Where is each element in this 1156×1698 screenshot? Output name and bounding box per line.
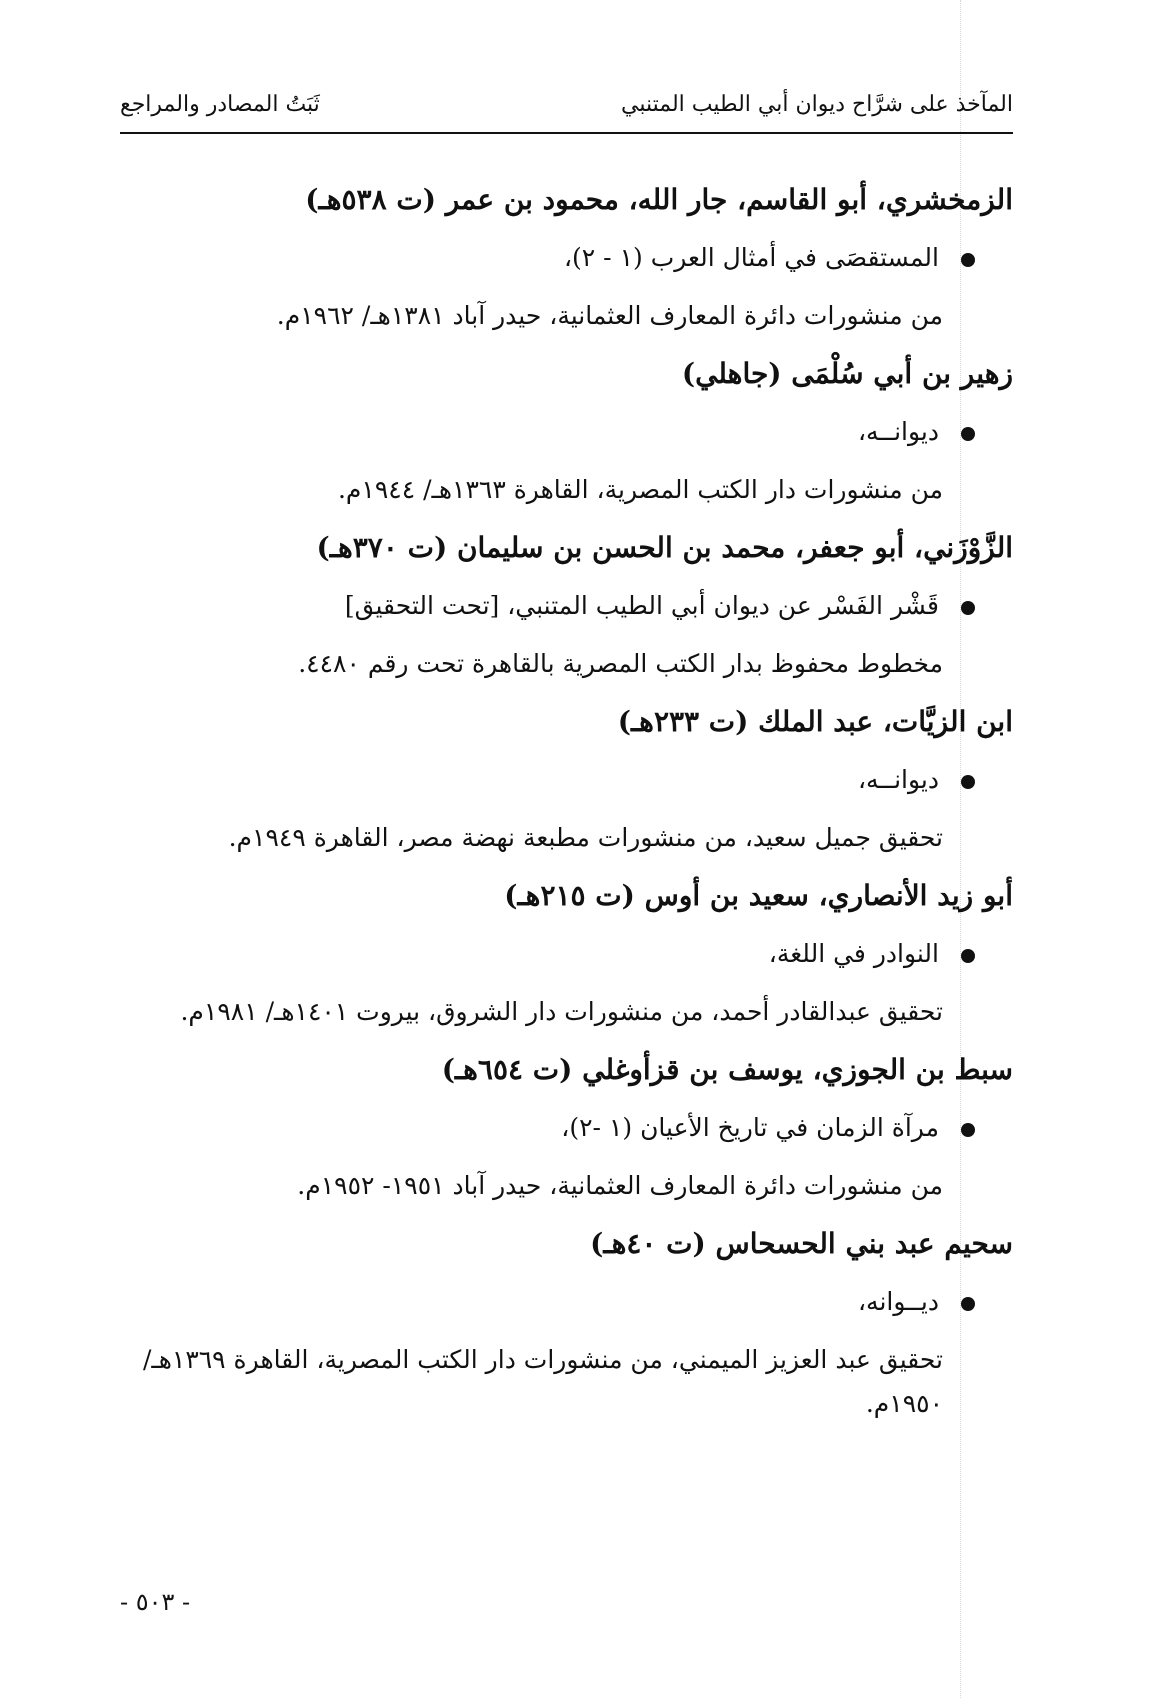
entry-author: الزمخشري، أبو القاسم، جار الله، محمود بن عمر (ت ٥٣٨هـ) xyxy=(305,183,1013,216)
entry-book-title: قَشْر الفَسْر عن ديوان أبي الطيب المتنبي، [تحت التحقيق] xyxy=(344,591,939,620)
entry-publication: تحقيق جميل سعيد، من منشورات مطبعة نهضة مصر، القاهرة ١٩٤٩م. xyxy=(228,823,943,852)
entry-author: ابن الزيَّات، عبد الملك (ت ٢٣٣هـ) xyxy=(617,705,1013,738)
entry-publication: من منشورات دائرة المعارف العثمانية، حيدر آباد ١٩٥١- ١٩٥٢م. xyxy=(297,1171,943,1200)
entry-book xyxy=(113,412,1013,452)
entry-book-title: ديــوانه، xyxy=(857,1287,939,1316)
bullet-icon xyxy=(961,949,975,963)
entry-book-title: ديوانــه، xyxy=(857,765,939,794)
entry-book xyxy=(113,934,1013,974)
bibliography-entry xyxy=(113,1222,1013,1426)
bibliography-entry xyxy=(113,700,1013,860)
entry-book xyxy=(113,1282,1013,1322)
page-number: - ٥٠٣ - xyxy=(120,1588,191,1616)
entry-publication: تحقيق عبد العزيز الميمني، من منشورات دار الكتب المصرية، القاهرة ١٣٦٩هـ/ ١٩٥٠م. xyxy=(142,1345,943,1418)
entry-book-title: ديوانــه، xyxy=(857,417,939,446)
entry-publication: من منشورات دار الكتب المصرية، القاهرة ١٣٦٣هـ/ ١٩٤٤م. xyxy=(337,475,943,504)
entry-book xyxy=(113,1108,1013,1148)
bibliography-entry xyxy=(113,178,1013,338)
bullet-icon xyxy=(961,1123,975,1137)
bullet-icon xyxy=(961,1297,975,1311)
entry-book-title: المستقصَى في أمثال العرب (١ - ٢)، xyxy=(563,243,939,272)
running-header xyxy=(120,92,1013,128)
entry-publication: تحقيق عبدالقادر أحمد، من منشورات دار الشروق، بيروت ١٤٠١هـ/ ١٩٨١م. xyxy=(180,997,943,1026)
bullet-icon xyxy=(961,427,975,441)
entry-publication: مخطوط محفوظ بدار الكتب المصرية بالقاهرة تحت رقم ٤٤٨٠. xyxy=(298,649,943,678)
entry-author: الزَّوْزَني، أبو جعفر، محمد بن الحسن بن سليمان (ت ٣٧٠هـ) xyxy=(316,531,1013,564)
header-rule xyxy=(120,132,1013,134)
entry-author: أبو زيد الأنصاري، سعيد بن أوس (ت ٢١٥هـ) xyxy=(504,879,1013,912)
entry-book-title: مرآة الزمان في تاريخ الأعيان (١ -٢)، xyxy=(561,1113,939,1142)
bibliography-entry xyxy=(113,874,1013,1034)
bibliography-entry xyxy=(113,526,1013,686)
entry-book xyxy=(113,760,1013,800)
book-title: المآخذ على شرَّاح ديوان أبي الطيب المتنبي xyxy=(621,92,1013,117)
entry-book xyxy=(113,586,1013,626)
entry-book-title: النوادر في اللغة، xyxy=(768,939,939,968)
bibliography-list xyxy=(113,178,1013,1440)
entry-book xyxy=(113,238,1013,278)
entry-publication: من منشورات دائرة المعارف العثمانية، حيدر آباد ١٣٨١هـ/ ١٩٦٢م. xyxy=(276,301,943,330)
bullet-icon xyxy=(961,601,975,615)
bibliography-entry xyxy=(113,352,1013,512)
bibliography-entry xyxy=(113,1048,1013,1208)
entry-author: سبط بن الجوزي، يوسف بن قزأوغلي (ت ٦٥٤هـ) xyxy=(441,1053,1013,1086)
bullet-icon xyxy=(961,775,975,789)
entry-author: زهير بن أبي سُلْمَى (جاهلي) xyxy=(681,357,1013,390)
bullet-icon xyxy=(961,253,975,267)
section-title: ثَبَتُ المصادر والمراجع xyxy=(120,92,320,117)
entry-author: سحيم عبد بني الحسحاس (ت ٤٠هـ) xyxy=(590,1227,1013,1260)
